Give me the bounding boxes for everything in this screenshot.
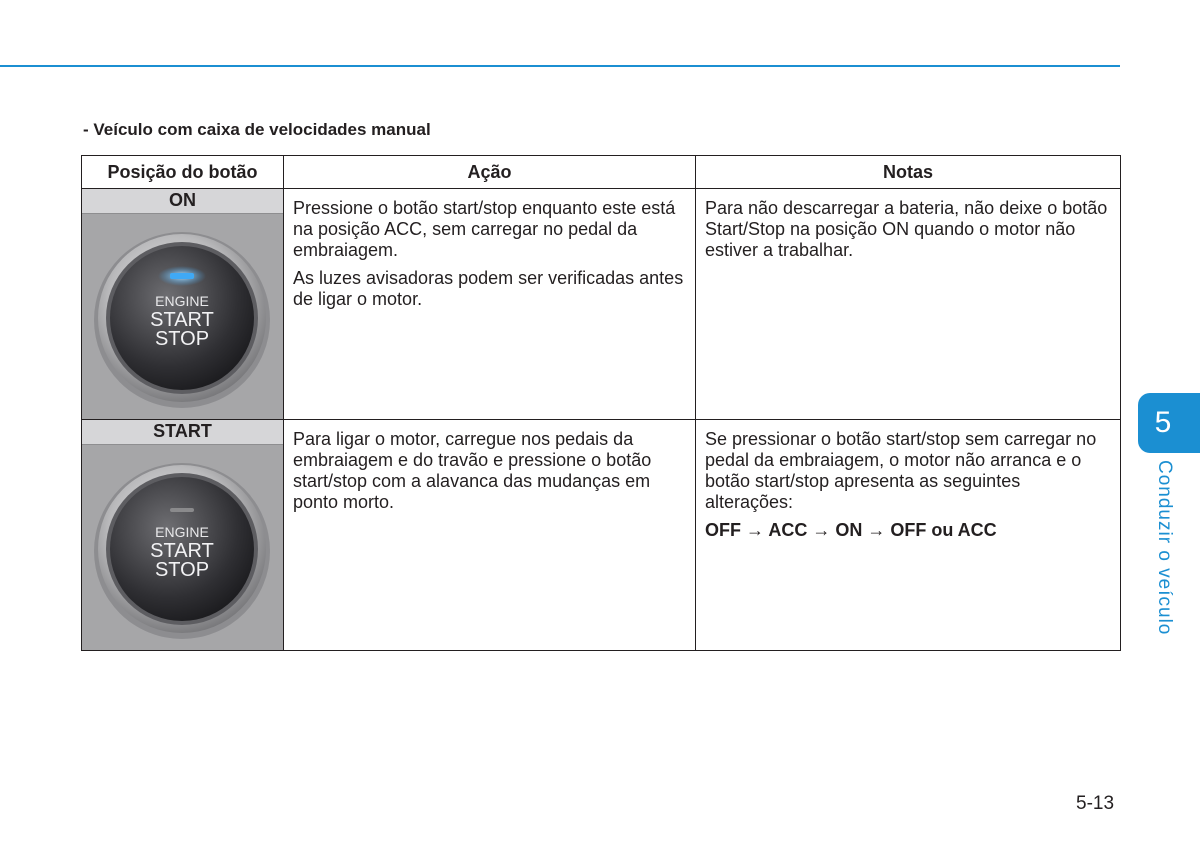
- action-cell: [284, 420, 696, 651]
- notes-cell: [696, 189, 1121, 420]
- ignition-table: [81, 155, 1121, 651]
- section-heading: - Veículo com caixa de velocidades manual: [83, 120, 431, 139]
- action-paragraph: Pressione o botão start/stop enquanto este está na posição ACC, sem carregar no pedal da embraiagem.: [293, 198, 676, 260]
- chapter-title: Conduzir o veículo: [1154, 460, 1175, 636]
- header-notes: Notas: [696, 156, 1121, 189]
- notes-cell: [696, 420, 1121, 651]
- indicator-light: [170, 273, 194, 279]
- top-rule: [0, 65, 1120, 67]
- notes-paragraph: Se pressionar o botão start/stop sem carregar no pedal da embraiagem, o motor não arranca e o botão start/stop apresenta as seguintes alterações:: [705, 429, 1097, 512]
- action-paragraph: As luzes avisadoras podem ser verificadas antes de ligar o motor.: [293, 268, 684, 309]
- table-row: [82, 189, 1121, 420]
- header-action: Ação: [284, 156, 696, 189]
- table-row: [82, 420, 1121, 651]
- position-cell: [82, 189, 284, 420]
- state-sequence: OFF → ACC → ON → OFF ou ACC: [705, 520, 997, 540]
- engine-start-button-image: [82, 445, 282, 650]
- position-cell: [82, 420, 284, 651]
- table-header-row: [82, 156, 1121, 189]
- notes-paragraph: Para não descarregar a bateria, não deixe o botão Start/Stop na posição ON quando o motor não estiver a trabalhar.: [705, 198, 1108, 260]
- action-paragraph: Para ligar o motor, carregue nos pedais da embraiagem e do travão e pressione o botão start/stop com a alavanca das mudanças em ponto morto.: [293, 429, 652, 512]
- position-label: START: [82, 420, 283, 445]
- button-text-stop: STOP: [154, 559, 210, 581]
- indicator-light: [170, 508, 194, 512]
- engine-start-button-image: [82, 214, 282, 419]
- action-cell: [284, 189, 696, 420]
- page-number: 5-13: [1076, 793, 1115, 814]
- position-label: ON: [82, 189, 283, 214]
- button-text-start: START: [150, 309, 214, 331]
- chapter-number: 5: [1154, 406, 1172, 439]
- button-text-start: START: [150, 540, 214, 562]
- button-text-engine: ENGINE: [155, 293, 209, 309]
- button-text-engine: ENGINE: [155, 524, 209, 540]
- button-text-stop: STOP: [154, 328, 210, 350]
- header-position: Posição do botão: [82, 156, 284, 189]
